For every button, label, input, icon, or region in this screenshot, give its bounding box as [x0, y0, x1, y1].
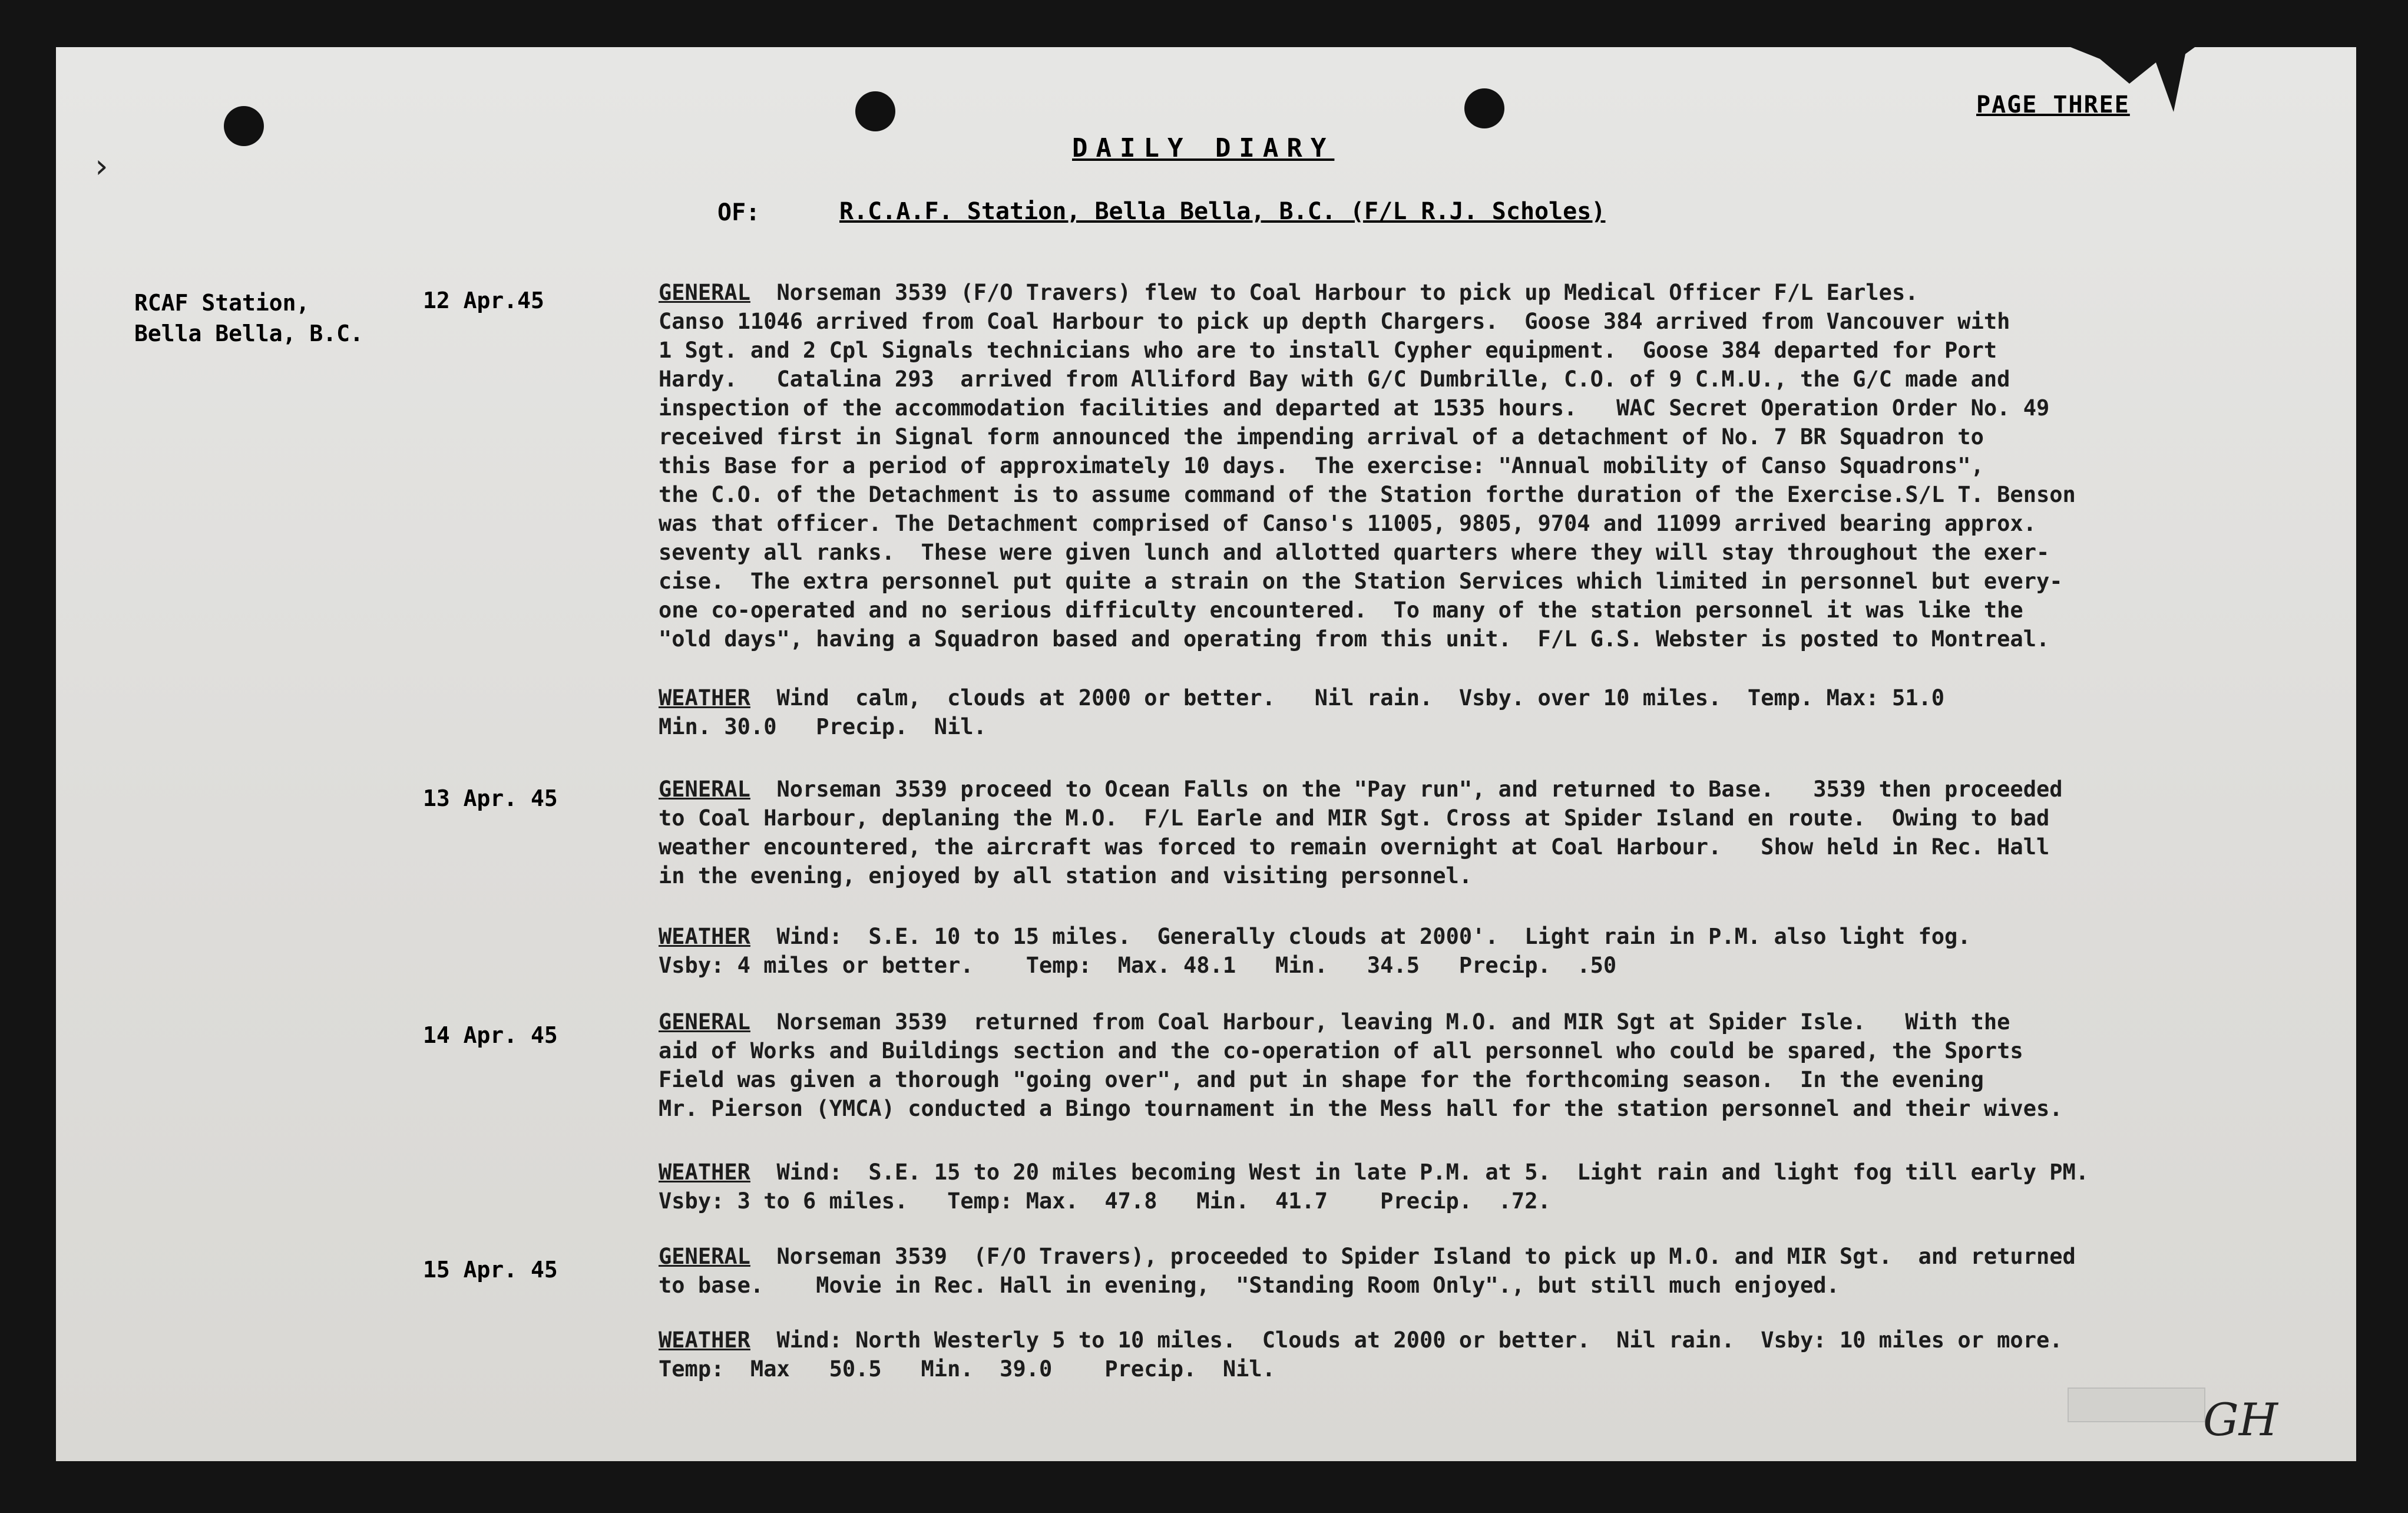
general-label: GENERAL — [659, 280, 750, 305]
entry-date: 14 Apr. 45 — [423, 1022, 558, 1048]
faint-stamp — [2068, 1388, 2205, 1422]
page-number-label: PAGE THREE — [1976, 91, 2130, 118]
station-location: RCAF Station, Bella Bella, B.C. — [134, 290, 363, 346]
general-label: GENERAL — [659, 1009, 750, 1035]
entry-date: 13 Apr. 45 — [423, 785, 558, 811]
weather-label: WEATHER — [659, 1159, 750, 1185]
weather-label: WEATHER — [659, 1327, 750, 1353]
station-title: R.C.A.F. Station, Bella Bella, B.C. (F/L R.J. Scholes) — [839, 198, 1606, 225]
general-text: Norseman 3539 proceed to Ocean Falls on the "Pay run", and returned to Base. 3539 then proceeded to Coal Harbour, deplaning the M.O. F/L Earle and MIR Sgt. Cross at Spider Island en route. Owing to bad weather encountered, the aircraft was forced to remain overnight at Coal Harbour. Show held in Rec. Hall in the evening, enjoyed by all station and visiting personnel. — [659, 777, 2063, 888]
weather-text: Wind calm, clouds at 2000 or better. Nil rain. Vsby. over 10 miles. Temp. Max: 51.0 Min. 30.0 Precip. Nil. — [659, 685, 1945, 739]
general-text: Norseman 3539 (F/O Travers) flew to Coal Harbour to pick up Medical Officer F/L Earles. Canso 11046 arrived from Coal Harbour to pick up depth Chargers. Goose 384 arrived from Vancouver with 1 Sgt. and 2 Cpl Signals technicians who are to install Cypher equipment. Goose 384 departed for Port Hardy. Catalina 293 arrived from Alliford Bay with G/C Dumbrille, C.O. of 9 C.M.U., the G/C made and inspection of the accommodation facilities and departed at 1535 hours. WAC Secret Operation Order No. 49 received first in Signal form announced the impending arrival of a detachment of No. 7 BR Squadron to this Base for a period of approximately 10 days. The exercise: "Annual mobility of Canso Squadrons", the C.O. of the Detachment is to assume command of the Station forthe duration of the Exercise.S/L T. Benson was that officer. The Detachment comprised of Canso's 11005, 9805, 9704 and 11099 arrived bearing approx. seventy all ranks. These were given lunch and allotted quarters where they will stay throughout the exer- cise. The extra personnel put quite a strain on the Station Services which limited in personnel but every- one co-operated and no serious difficulty encountered. To many of the station personnel it was like the "old days", having a Squadron based and operating from this unit. F/L G.S. Webster is posted to Montreal. — [659, 280, 2076, 652]
general-text: Norseman 3539 returned from Coal Harbour, leaving M.O. and MIR Sgt at Spider Isle. With the aid of Works and Buildings section and the co-operation of all personnel who could be spared, the Sports Field was given a thorough "going over", and put in shape for the forthcoming season. In the evening Mr. Pierson (YMCA) conducted a Bingo tournament in the Mess hall for the station personnel and their wives. — [659, 1009, 2063, 1121]
weather-entry — [659, 1326, 2273, 1383]
margin-arrow-mark: › — [91, 147, 111, 186]
entry-date: 12 Apr.45 — [423, 288, 544, 313]
of-label: OF: — [717, 199, 760, 226]
general-entry — [659, 278, 2273, 653]
punch-hole — [224, 106, 264, 146]
diary-title: DAILY DIARY — [1072, 133, 1335, 163]
general-label: GENERAL — [659, 777, 750, 802]
entry-date: 15 Apr. 45 — [423, 1257, 558, 1283]
weather-entry — [659, 922, 2273, 980]
weather-label: WEATHER — [659, 685, 750, 711]
punch-hole — [1464, 88, 1504, 128]
general-entry — [659, 775, 2273, 890]
weather-text: Wind: North Westerly 5 to 10 miles. Clouds at 2000 or better. Nil rain. Vsby: 10 miles or more. Temp: Max 50.5 Min. 39.0 Precip. Nil. — [659, 1327, 2063, 1382]
weather-entry — [659, 1158, 2273, 1215]
general-entry — [659, 1007, 2273, 1123]
weather-entry — [659, 683, 2273, 741]
weather-text: Wind: S.E. 15 to 20 miles becoming West in late P.M. at 5. Light rain and light fog till early PM. Vsby: 3 to 6 miles. Temp: Max. 47.8 Min. 41.7 Precip. .72. — [659, 1159, 2089, 1214]
weather-label: WEATHER — [659, 924, 750, 949]
weather-text: Wind: S.E. 10 to 15 miles. Generally clouds at 2000'. Light rain in P.M. also light fog. Vsby: 4 miles or better. Temp: Max. 48.1 Min. 34.5 Precip. .50 — [659, 924, 1971, 978]
general-text: Norseman 3539 (F/O Travers), proceeded to Spider Island to pick up M.O. and MIR Sgt. and returned to base. Movie in Rec. Hall in evening, "Standing Room Only"., but still much enjoyed. — [659, 1244, 2076, 1298]
handwritten-initials: GH — [2203, 1393, 2278, 1446]
general-label: GENERAL — [659, 1244, 750, 1269]
punch-hole — [855, 91, 895, 131]
general-entry — [659, 1242, 2273, 1300]
